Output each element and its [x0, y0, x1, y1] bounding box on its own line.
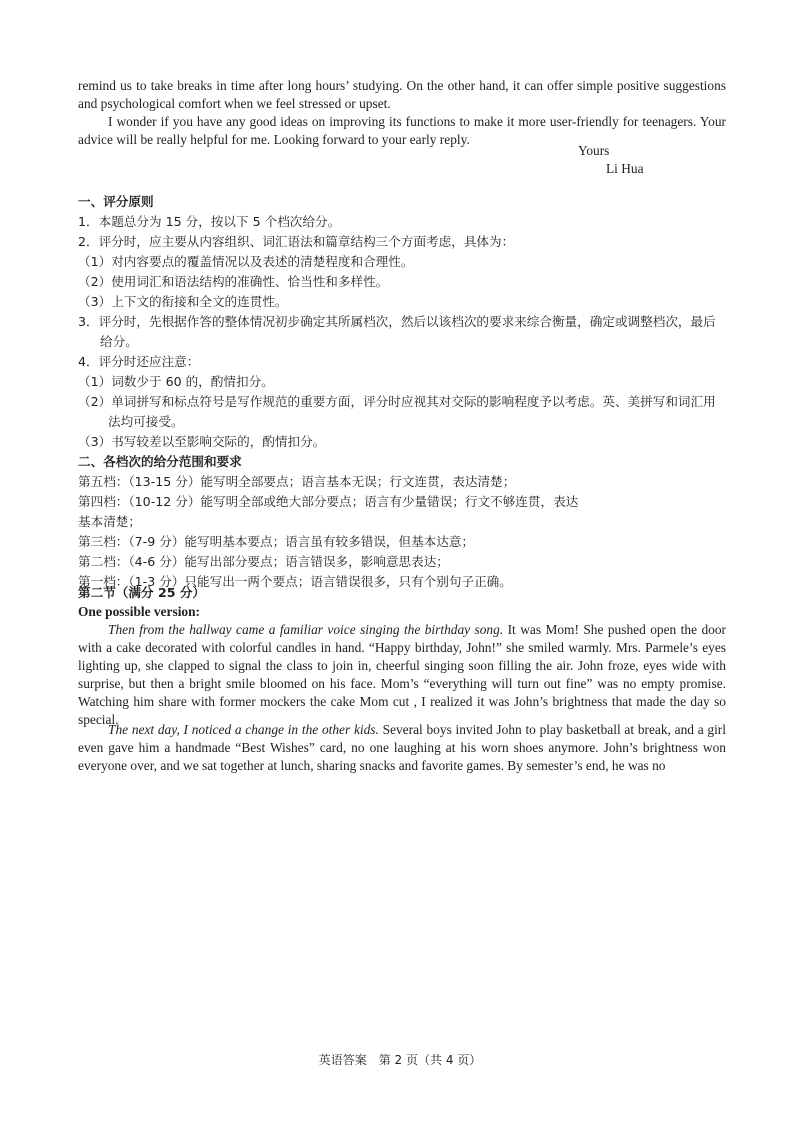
section2-title [78, 583, 726, 603]
essay-para1-body: It was Mom! She pushed open the door with a cake decorated with colorful candles in hand. “Happy birthday, John!” she smiled warmly. Mrs. Parmele’s eyes lighting up, she clapped to signal the class to join in, cheerful singing soon filling the air. John froze, eyes wide with surprise, but then a bright smile bloomed on his face. Mom’s “everything will turn out fine” was no empty promise. Watching him share with former mockers the cake Mom cut , I realized it was John’s brightness that made the day so special. [78, 622, 727, 727]
letter-closing: Yours [578, 143, 610, 158]
rule-item: （2）使用词汇和语法结构的准确性、恰当性和多样性。 [78, 274, 389, 289]
level-item: 基本清楚； [78, 514, 141, 529]
letter-para1-text: remind us to take breaks in time after long hours’ studying. On the other hand, it can offer simple positive suggestions and psychological comfort when we feel stressed or upset. [78, 78, 726, 111]
essay-para1 [78, 621, 726, 729]
rule-item: （1）词数少于 60 的，酌情扣分。 [78, 374, 274, 389]
rule-item: （3）上下文的衔接和全文的连贯性。 [78, 294, 288, 309]
letter-paragraph-1 [78, 77, 726, 113]
letter-paragraph-2 [78, 113, 726, 149]
rule-item: 4．评分时还应注意： [78, 354, 200, 369]
section2-title-text: 第二节（满分 25 分） [78, 585, 206, 600]
essay-para2 [78, 721, 726, 775]
level-item: 第五档：（13-15 分）能写明全部要点；语言基本无误；行文连贯，表达清楚； [78, 474, 516, 489]
principles-title: 一、评分原则 [78, 194, 154, 209]
letter-signature: Li Hua [606, 161, 644, 176]
rule-item: 3．评分时，先根据作答的整体情况初步确定其所属档次，然后以该档次的要求来综合衡量，确定或调整档次，最后给分。 [78, 314, 716, 349]
level-item: 第二档：（4-6 分）能写出部分要点；语言错误多，影响意思表达； [78, 554, 449, 569]
essay-para1-opening: Then from the hallway came a familiar voice singing the birthday song. [108, 622, 504, 637]
essay-para2-body: Several boys invited John to play basketball at break, and a girl even gave him a handmade “Best Wishes” card, no one laughing at his worn shoes anymore. John’s brightness won everyone over, and we sat together at lunch, sharing snacks and favorite games. By semester’s end, he was no [78, 722, 726, 773]
scoring-section [78, 192, 726, 592]
rule-item: （1）对内容要点的覆盖情况以及表述的清楚程度和合理性。 [78, 254, 414, 269]
rule-item: 1．本题总分为 15 分，按以下 5 个档次给分。 [78, 214, 341, 229]
essay-paragraph-2 [78, 721, 726, 775]
page-footer: 英语答案 第 2 页（共 4 页） [318, 1053, 482, 1067]
essay-para2-opening: The next day, I noticed a change in the other kids. [108, 722, 379, 737]
letter-para2-text: I wonder if you have any good ideas on improving its functions to make it more user-friendly for teenagers. Your advice will be really helpful for me. Looking forward to your early reply. [78, 114, 726, 147]
level-item: 第四档：（10-12 分）能写明全部或绝大部分要点；语言有少量错误；行文不够连贯，表达 [78, 494, 579, 509]
level-item: 第三档：（7-9 分）能写明基本要点；语言虽有较多错误，但基本达意； [78, 534, 475, 549]
level-item: 第一档：（1-3 分）只能写出一两个要点；语言错误很多，只有个别句子正确。 [78, 574, 512, 589]
section2-subtitle [78, 603, 726, 621]
essay-paragraph-1 [78, 621, 726, 729]
section2-subtitle-text: One possible version: [78, 604, 201, 619]
levels-title: 二、各档次的给分范围和要求 [78, 454, 242, 469]
rule-item: （2）单词拼写和标点符号是写作规范的重要方面，评分时应视其对交际的影响程度予以考虑。英、美拼写和词汇用法均可接受。 [78, 394, 716, 429]
rule-item: 2．评分时，应主要从内容组织、词汇语法和篇章结构三个方面考虑，具体为： [78, 234, 515, 249]
rule-item: （3）书写较差以至影响交际的，酌情扣分。 [78, 434, 326, 449]
